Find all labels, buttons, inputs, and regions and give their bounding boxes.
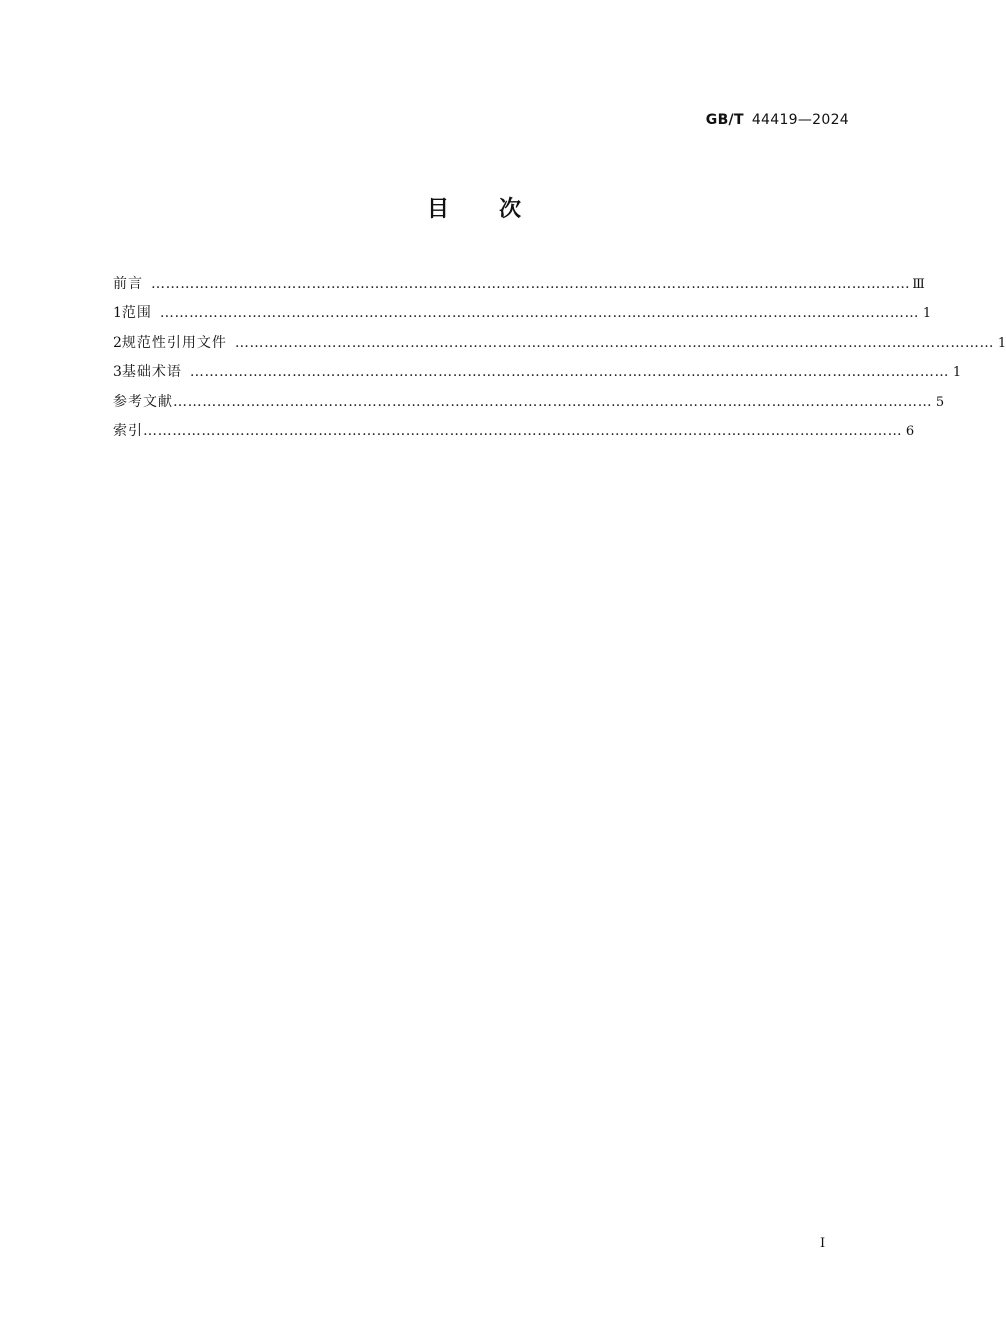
toc-entry-page: 1 xyxy=(997,335,1006,351)
toc-entry-label: 规范性引用文件 xyxy=(121,334,227,351)
toc-leader-dots: ………………………………………………………………………………………………………………………………………… xyxy=(151,276,911,292)
toc-leader-dots: ………………………………………………………………………………………………………………………………………… xyxy=(143,422,903,439)
toc-entry-label: 前言 xyxy=(113,276,143,292)
standard-number: 44419—2024 xyxy=(751,112,849,128)
toc-entry-page: 1 xyxy=(922,306,932,322)
table-of-contents xyxy=(113,270,1006,446)
toc-title-part1: 目 xyxy=(426,197,451,222)
toc-leader-dots: ………………………………………………………………………………………………………………………………………… xyxy=(189,364,950,381)
toc-leader-dots: ………………………………………………………………………………………………………………………………………… xyxy=(159,305,920,322)
toc-entry-page: 6 xyxy=(905,423,915,439)
toc-entry-number: 3 xyxy=(113,364,122,381)
toc-entry-label: 索引 xyxy=(113,422,143,439)
toc-entry-normative-references[interactable] xyxy=(113,329,1006,358)
toc-entry-number: 1 xyxy=(113,305,122,322)
toc-entry-page: 1 xyxy=(952,365,962,381)
toc-entry-bibliography[interactable] xyxy=(113,388,945,417)
toc-entry-label: 范围 xyxy=(121,305,152,322)
toc-leader-dots: ………………………………………………………………………………………………………………………………………… xyxy=(173,393,933,410)
toc-entry-label: 基础术语 xyxy=(121,364,182,381)
toc-leader-dots: ………………………………………………………………………………………………………………………………………… xyxy=(234,334,995,351)
toc-entry-number: 2 xyxy=(113,334,122,351)
toc-entry-basic-terms[interactable] xyxy=(113,358,962,387)
toc-entry-page: 5 xyxy=(935,394,945,410)
page-number: I xyxy=(820,1236,826,1251)
toc-entry-scope[interactable] xyxy=(113,299,932,328)
standard-code xyxy=(706,112,849,128)
standard-prefix: GB/T xyxy=(705,112,744,128)
toc-entry-label: 参考文献 xyxy=(113,393,173,410)
toc-entry-page: Ⅲ xyxy=(912,277,925,292)
toc-title xyxy=(0,192,950,223)
toc-entry-index[interactable] xyxy=(113,417,915,446)
toc-entry-foreword[interactable] xyxy=(113,270,925,299)
toc-title-part2: 次 xyxy=(499,197,524,222)
